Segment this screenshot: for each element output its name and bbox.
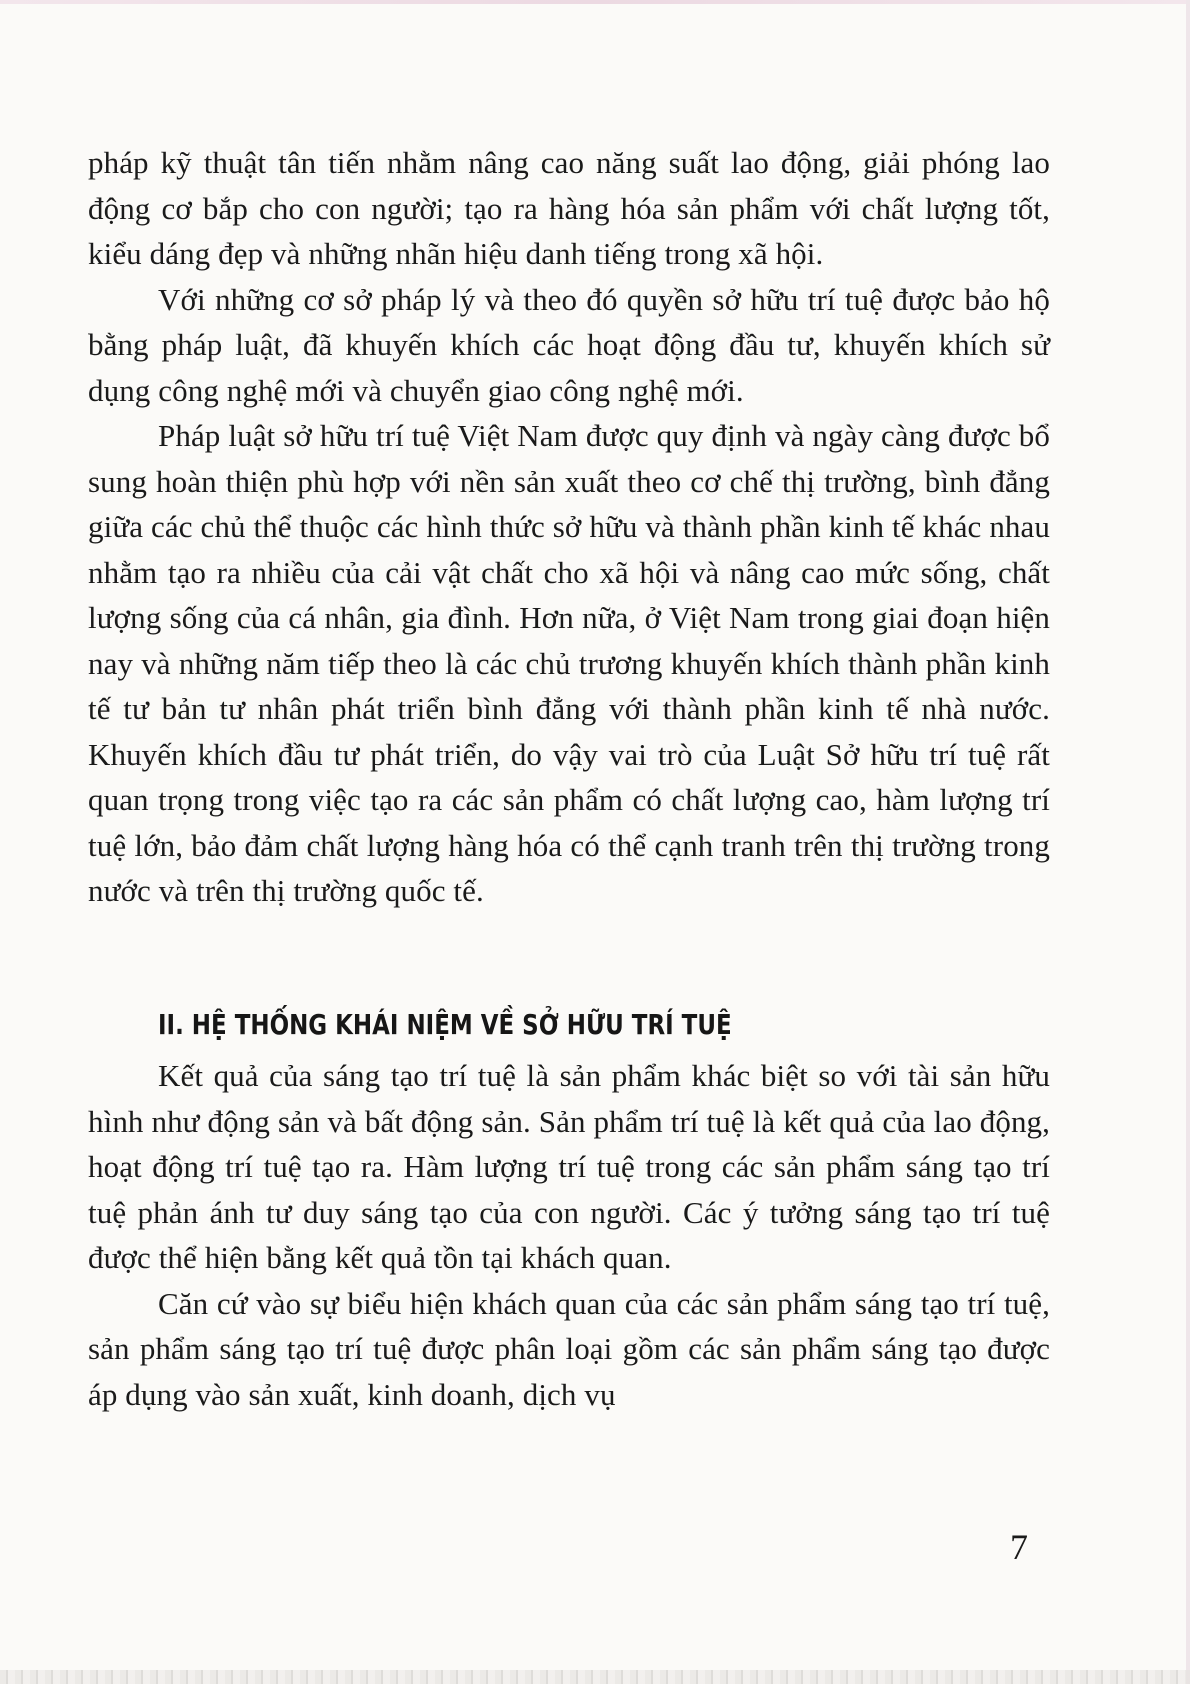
paragraph: Kết quả của sáng tạo trí tuệ là sản phẩm khác biệt so với tài sản hữu hình như động sản và bất động sản. Sản phẩm trí tuệ là kết quả của lao động, hoạt động trí tuệ tạo ra. Hàm lượng trí tuệ trong các sản phẩm sáng tạo trí tuệ phản ánh tư duy sáng tạo của con người. Các ý tưởng sáng tạo trí tuệ được thể hiện bằng kết quả tồn tại khách quan.: [88, 1058, 1050, 1275]
page-bottom-edge: [0, 1670, 1190, 1684]
section-heading: II. HỆ THỐNG KHÁI NIỆM VỀ SỞ HỮU TRÍ TUỆ: [158, 1008, 732, 1041]
body-text-bottom: [88, 1053, 1050, 1417]
paragraph-continued: pháp kỹ thuật tân tiến nhằm nâng cao năng suất lao động, giải phóng lao động cơ bắp cho con người; tạo ra hàng hóa sản phẩm với chất lượng tốt, kiểu dáng đẹp và những nhãn hiệu danh tiếng trong xã hội.: [88, 145, 1050, 271]
paragraph: Căn cứ vào sự biểu hiện khách quan của các sản phẩm sáng tạo trí tuệ, sản phẩm sáng tạo trí tuệ được phân loại gồm các sản phẩm sáng tạo được áp dụng vào sản xuất, kinh doanh, dịch vụ: [88, 1285, 1050, 1412]
page-top-edge: [0, 0, 1190, 4]
page-right-edge: [1186, 0, 1190, 1684]
body-text-top: [88, 140, 1050, 914]
paragraph: Pháp luật sở hữu trí tuệ Việt Nam được quy định và ngày càng được bổ sung hoàn thiện phù hợp với nền sản xuất theo cơ chế thị trường, bình đẳng giữa các chủ thể thuộc các hình thức sở hữu và thành phần kinh tế khác nhau nhằm tạo ra nhiều của cải vật chất cho xã hội và nâng cao mức sống, chất lượng sống của cá nhân, gia đình. Hơn nữa, ở Việt Nam trong giai đoạn hiện nay và những năm tiếp theo là các chủ trương khuyến khích thành phần kinh tế tư bản tư nhân phát triển bình đẳng với thành phần kinh tế nhà nước. Khuyến khích đầu tư phát triển, do vậy vai trò của Luật Sở hữu trí tuệ rất quan trọng trong việc tạo ra các sản phẩm có chất lượng cao, hàm lượng trí tuệ lớn, bảo đảm chất lượng hàng hóa có thể cạnh tranh trên thị trường trong nước và trên thị trường quốc tế.: [88, 418, 1050, 908]
page-number: 7: [1010, 1527, 1028, 1567]
paragraph: Với những cơ sở pháp lý và theo đó quyền sở hữu trí tuệ được bảo hộ bằng pháp luật, đã khuyến khích các hoạt động đầu tư, khuyến khích sử dụng công nghệ mới và chuyển giao công nghệ mới.: [88, 281, 1050, 408]
